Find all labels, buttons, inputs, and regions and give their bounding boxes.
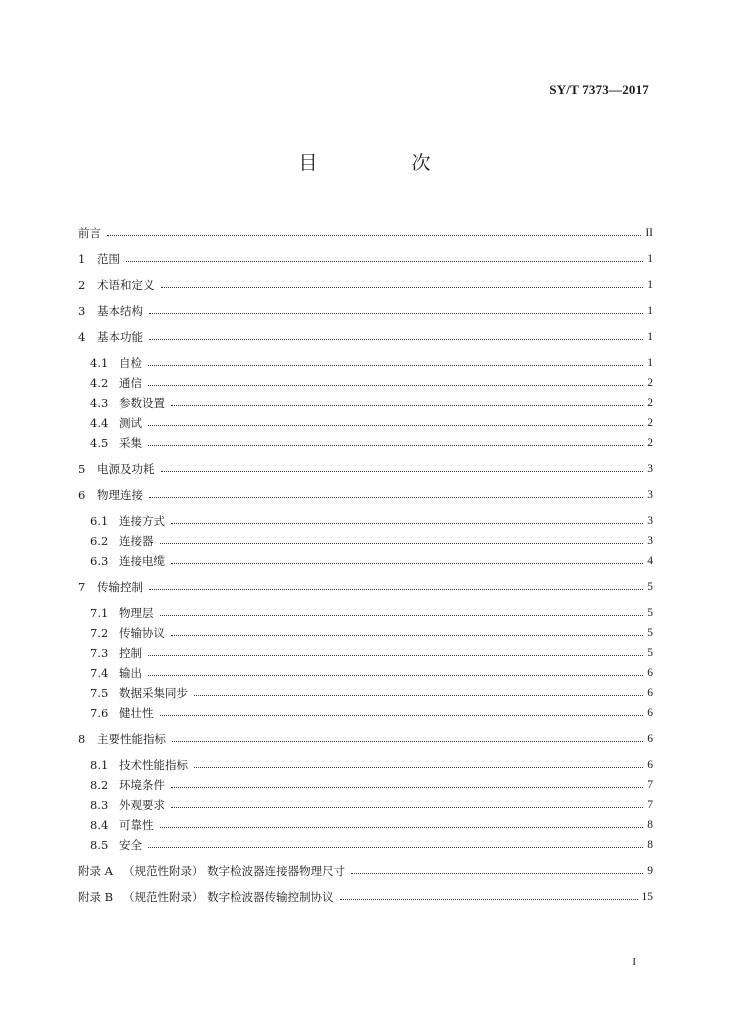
toc-entry-page: 7 — [647, 799, 653, 811]
toc-entry[interactable] — [0, 705, 729, 721]
toc-entry-number: 8.2 — [90, 778, 109, 792]
toc-entry-title: 可靠性 — [119, 818, 154, 832]
toc-entry[interactable] — [0, 553, 729, 569]
toc-entry-number: 8.5 — [90, 838, 109, 852]
toc-entry[interactable] — [0, 757, 729, 773]
toc-entry-title: 数据采集同步 — [119, 686, 188, 700]
toc-leader-dots — [161, 471, 643, 472]
toc-entry-title: 采集 — [119, 436, 142, 450]
toc-entry-page: 3 — [647, 515, 653, 527]
toc-entry-number: 6.1 — [90, 514, 109, 528]
toc-entry-page: 6 — [647, 733, 653, 745]
toc-entry-page: 4 — [647, 555, 653, 567]
toc-entry-page: 6 — [647, 707, 653, 719]
toc-entry-title: 范围 — [97, 252, 120, 266]
toc-leader-dots — [149, 339, 643, 340]
toc-entry-title: 通信 — [119, 376, 142, 390]
toc-leader-dots — [194, 767, 643, 768]
toc-entry-title: 外观要求 — [119, 798, 165, 812]
toc-entry-page: 7 — [647, 779, 653, 791]
toc-entry-page: 1 — [647, 331, 653, 343]
standard-code: SY/T 7373—2017 — [549, 82, 649, 97]
toc-entry-title: 基本功能 — [97, 330, 143, 344]
toc-leader-dots — [171, 523, 643, 524]
toc-entry-page: 15 — [641, 891, 653, 903]
toc-entry-number: 2 — [78, 278, 86, 292]
toc-entry-page: 6 — [647, 687, 653, 699]
toc-entry-number: 附录 B — [78, 890, 114, 904]
toc-entry-title: 参数设置 — [119, 396, 165, 410]
toc-entry[interactable] — [0, 797, 729, 813]
toc-entry-number: 4.4 — [90, 416, 109, 430]
toc-entry-page: 2 — [647, 377, 653, 389]
toc-entry-number: 5 — [78, 462, 86, 476]
toc-leader-dots — [160, 615, 643, 616]
toc-leader-dots — [148, 847, 643, 848]
toc-entry[interactable] — [0, 395, 729, 411]
toc-entry-title: 物理连接 — [97, 488, 143, 502]
toc-entry-page: 2 — [647, 397, 653, 409]
toc-entry-title: （规范性附录） 数字检波器连接器物理尺寸 — [123, 864, 346, 878]
toc-entry-page: 3 — [647, 463, 653, 475]
toc-entry-number: 7.3 — [90, 646, 109, 660]
toc-leader-dots — [148, 445, 643, 446]
toc-entry-title: 物理层 — [119, 606, 154, 620]
toc-entry[interactable] — [0, 487, 729, 503]
toc-entry[interactable] — [0, 685, 729, 701]
toc-entry-number: 附录 A — [78, 864, 113, 878]
toc-entry-title: 输出 — [119, 666, 142, 680]
toc-entry-page: 3 — [647, 489, 653, 501]
toc-entry[interactable] — [0, 375, 729, 391]
toc-leader-dots — [149, 313, 643, 314]
toc-entry[interactable] — [0, 251, 729, 267]
toc-entry[interactable] — [0, 415, 729, 431]
toc-entry-title: 连接器 — [119, 534, 154, 548]
toc-entry-number: 4.2 — [90, 376, 109, 390]
page-number: I — [632, 956, 636, 968]
toc-entry-number: 6 — [78, 488, 86, 502]
toc-entry[interactable] — [0, 817, 729, 833]
toc-entry[interactable] — [0, 435, 729, 451]
toc-entry-page: 9 — [647, 865, 653, 877]
toc-entry-page: 5 — [647, 581, 653, 593]
toc-entry-page: II — [645, 227, 653, 239]
toc-entry-page: 6 — [647, 759, 653, 771]
toc-leader-dots — [171, 405, 643, 406]
toc-leader-dots — [172, 741, 643, 742]
toc-entry-page: 2 — [647, 417, 653, 429]
toc-entry-page: 1 — [647, 279, 653, 291]
toc-entry-number: 4 — [78, 330, 86, 344]
toc-entry-title: 测试 — [119, 416, 142, 430]
toc-entry-page: 8 — [647, 839, 653, 851]
toc-entry[interactable] — [0, 461, 729, 477]
toc-entry-title: 安全 — [119, 838, 142, 852]
toc-leader-dots — [160, 827, 643, 828]
toc-leader-dots — [194, 695, 643, 696]
toc-entry-title: 主要性能指标 — [97, 732, 166, 746]
toc-leader-dots — [148, 675, 643, 676]
toc-leader-dots — [148, 385, 643, 386]
toc-leader-dots — [161, 287, 643, 288]
toc-entry-page: 8 — [647, 819, 653, 831]
toc-entry[interactable] — [0, 329, 729, 345]
toc-entry-title: 传输控制 — [97, 580, 143, 594]
toc-entry[interactable] — [0, 863, 729, 879]
toc-entry[interactable] — [0, 355, 729, 371]
toc-entry[interactable] — [0, 645, 729, 661]
toc-entry[interactable] — [0, 303, 729, 319]
toc-entry-number: 8.3 — [90, 798, 109, 812]
toc-entry-number: 7.6 — [90, 706, 109, 720]
toc-entry-title: 控制 — [119, 646, 142, 660]
toc-leader-dots — [171, 787, 643, 788]
toc-leader-dots — [171, 563, 643, 564]
toc-entry[interactable] — [0, 277, 729, 293]
toc-entry-title: 连接方式 — [119, 514, 165, 528]
toc-entry-number: 8.4 — [90, 818, 109, 832]
toc-entry-number: 4.1 — [90, 356, 109, 370]
toc-entry-title: （规范性附录） 数字检波器传输控制协议 — [123, 890, 334, 904]
toc-entry[interactable] — [0, 533, 729, 549]
toc-leader-dots — [149, 497, 643, 498]
toc-entry-title: 电源及功耗 — [97, 462, 155, 476]
page-title: 目 次 — [298, 152, 475, 174]
toc-entry-title: 环境条件 — [119, 778, 165, 792]
toc-entry-page: 5 — [647, 607, 653, 619]
toc-entry[interactable] — [0, 225, 729, 241]
toc-entry-number: 7 — [78, 580, 86, 594]
toc-entry[interactable] — [0, 665, 729, 681]
toc-entry[interactable] — [0, 731, 729, 747]
toc-entry-title: 连接电缆 — [119, 554, 165, 568]
toc-entry-page: 2 — [647, 437, 653, 449]
toc-entry-number: 6.2 — [90, 534, 109, 548]
toc-entry-title: 技术性能指标 — [119, 758, 188, 772]
toc-entry-page: 5 — [647, 627, 653, 639]
toc-leader-dots — [148, 365, 643, 366]
toc-entry-title: 自检 — [119, 356, 142, 370]
toc-entry-number: 3 — [78, 304, 86, 318]
toc-leader-dots — [171, 807, 643, 808]
toc-entry-number: 7.4 — [90, 666, 109, 680]
toc-entry-number: 6.3 — [90, 554, 109, 568]
toc-entry-page: 6 — [647, 667, 653, 679]
toc-leader-dots — [149, 589, 643, 590]
toc-leader-dots — [160, 543, 643, 544]
toc-entry[interactable] — [0, 513, 729, 529]
toc-entry-title: 传输协议 — [119, 626, 165, 640]
toc-leader-dots — [340, 899, 638, 900]
toc-leader-dots — [171, 635, 643, 636]
toc-entry-title: 基本结构 — [97, 304, 143, 318]
toc-entry-number: 7.2 — [90, 626, 109, 640]
toc-entry-number: 7.1 — [90, 606, 109, 620]
toc-entry-number: 7.5 — [90, 686, 109, 700]
toc-entry-number: 8.1 — [90, 758, 109, 772]
toc-leader-dots — [107, 235, 641, 236]
toc-entry-title: 前言 — [78, 226, 101, 240]
toc-entry-page: 1 — [647, 305, 653, 317]
toc-entry[interactable] — [0, 777, 729, 793]
toc-leader-dots — [148, 655, 643, 656]
toc-entry-title: 健壮性 — [119, 706, 154, 720]
toc-entry[interactable] — [0, 889, 729, 905]
toc-leader-dots — [148, 425, 643, 426]
toc-entry-page: 3 — [647, 535, 653, 547]
toc-entry-page: 1 — [647, 253, 653, 265]
toc-entry-number: 4.3 — [90, 396, 109, 410]
toc-entry[interactable] — [0, 579, 729, 595]
toc-entry-page: 1 — [647, 357, 653, 369]
toc-entry-title: 术语和定义 — [97, 278, 155, 292]
toc-entry-number: 1 — [78, 252, 86, 266]
toc-entry-page: 5 — [647, 647, 653, 659]
toc-entry-number: 4.5 — [90, 436, 109, 450]
toc-leader-dots — [126, 261, 643, 262]
toc-entry-number: 8 — [78, 732, 86, 746]
toc-entry[interactable] — [0, 625, 729, 641]
toc-entry[interactable] — [0, 837, 729, 853]
toc-leader-dots — [160, 715, 643, 716]
toc-leader-dots — [351, 873, 643, 874]
toc-entry[interactable] — [0, 605, 729, 621]
